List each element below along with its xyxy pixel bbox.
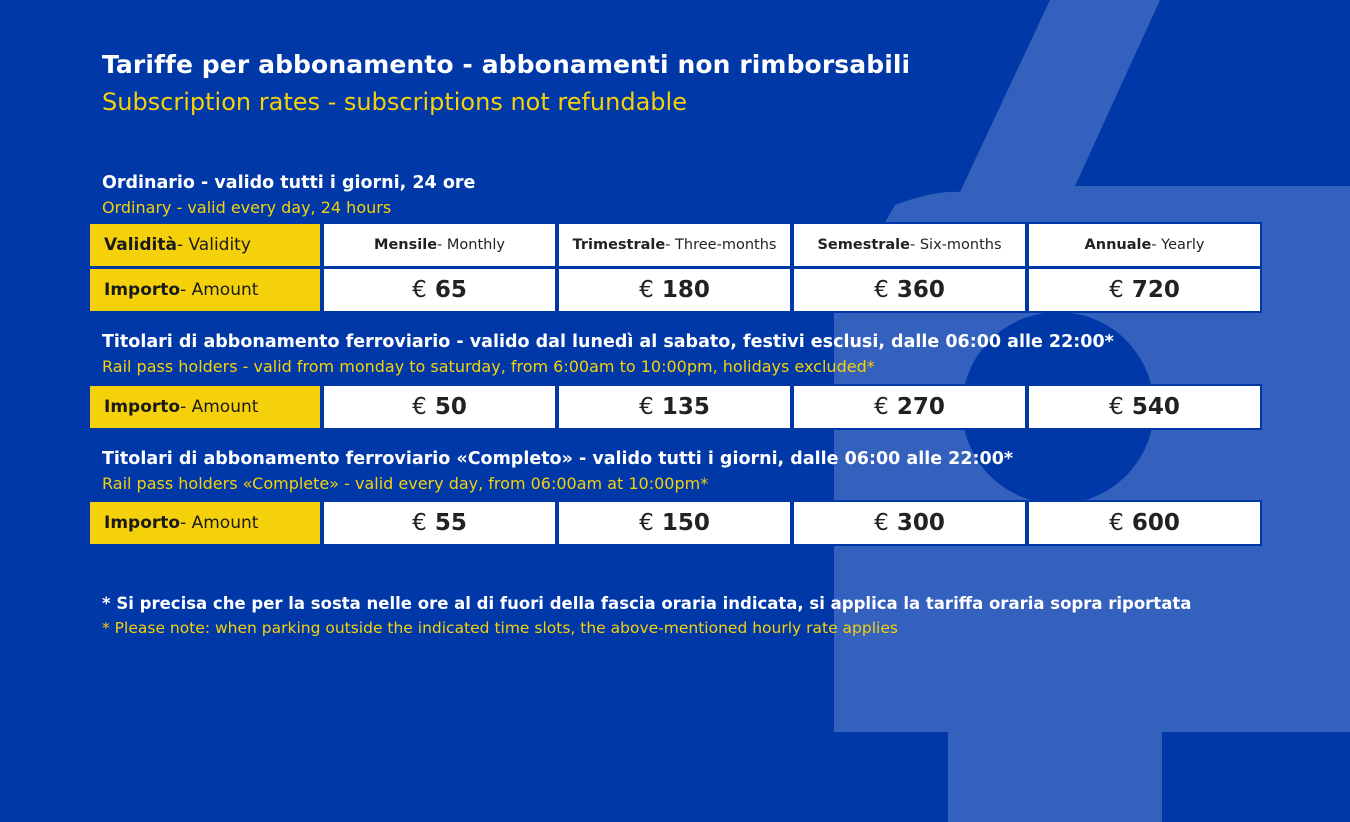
section-rail-pass-complete-title: Titolari di abbonamento ferroviario «Completo» - valido tutti i giorni, dalle 06:00 alle 22:00* (102, 449, 1014, 469)
footnote-english: * Please note: when parking outside the indicated time slots, the above-mentioned hourly rate applies (102, 619, 898, 637)
section-rail-pass-subtitle: Rail pass holders - valid from monday to saturday, from 6:00am to 10:00pm, holidays excluded* (102, 357, 875, 376)
period-three-months-cell: Trimestrale - Three-months (557, 222, 792, 268)
price-cell: € 50 (322, 384, 557, 430)
price-cell: € 540 (1027, 384, 1262, 430)
period-six-months-cell: Semestrale - Six-months (792, 222, 1027, 268)
period-yearly-cell: Annuale - Yearly (1027, 222, 1262, 268)
price-cell: € 270 (792, 384, 1027, 430)
period-monthly-cell: Mensile - Monthly (322, 222, 557, 268)
section-rail-pass-title: Titolari di abbonamento ferroviario - valido dal lunedì al sabato, festivi esclusi, dalle 06:00 alle 22:00* (102, 332, 1114, 352)
validity-header-row (88, 222, 1262, 268)
validity-label-cell: Validità - Validity (88, 222, 322, 268)
amount-label-cell: Importo - Amount (88, 267, 322, 313)
price-cell: € 600 (1027, 500, 1262, 546)
rail-pass-complete-amount-row (88, 500, 1262, 546)
price-cell: € 135 (557, 384, 792, 430)
amount-label-cell: Importo - Amount (88, 384, 322, 430)
rail-pass-amount-row (88, 384, 1262, 430)
section-ordinary-subtitle: Ordinary - valid every day, 24 hours (102, 198, 392, 217)
footnote-italian: * Si precisa che per la sosta nelle ore al di fuori della fascia oraria indicata, si applica la tariffa oraria sopra riportata (102, 594, 1192, 613)
price-cell: € 55 (322, 500, 557, 546)
amount-label-cell: Importo - Amount (88, 500, 322, 546)
page-title: Tariffe per abbonamento - abbonamenti non rimborsabili (102, 50, 911, 79)
price-cell: € 65 (322, 267, 557, 313)
section-ordinary-title: Ordinario - valido tutti i giorni, 24 ore (102, 173, 476, 193)
price-cell: € 150 (557, 500, 792, 546)
ordinary-amount-row (88, 267, 1262, 313)
page-subtitle-english: Subscription rates - subscriptions not refundable (102, 88, 687, 116)
section-rail-pass-complete-subtitle: Rail pass holders «Complete» - valid every day, from 06:00am at 10:00pm* (102, 474, 709, 493)
price-cell: € 720 (1027, 267, 1262, 313)
price-cell: € 180 (557, 267, 792, 313)
price-cell: € 360 (792, 267, 1027, 313)
price-cell: € 300 (792, 500, 1027, 546)
